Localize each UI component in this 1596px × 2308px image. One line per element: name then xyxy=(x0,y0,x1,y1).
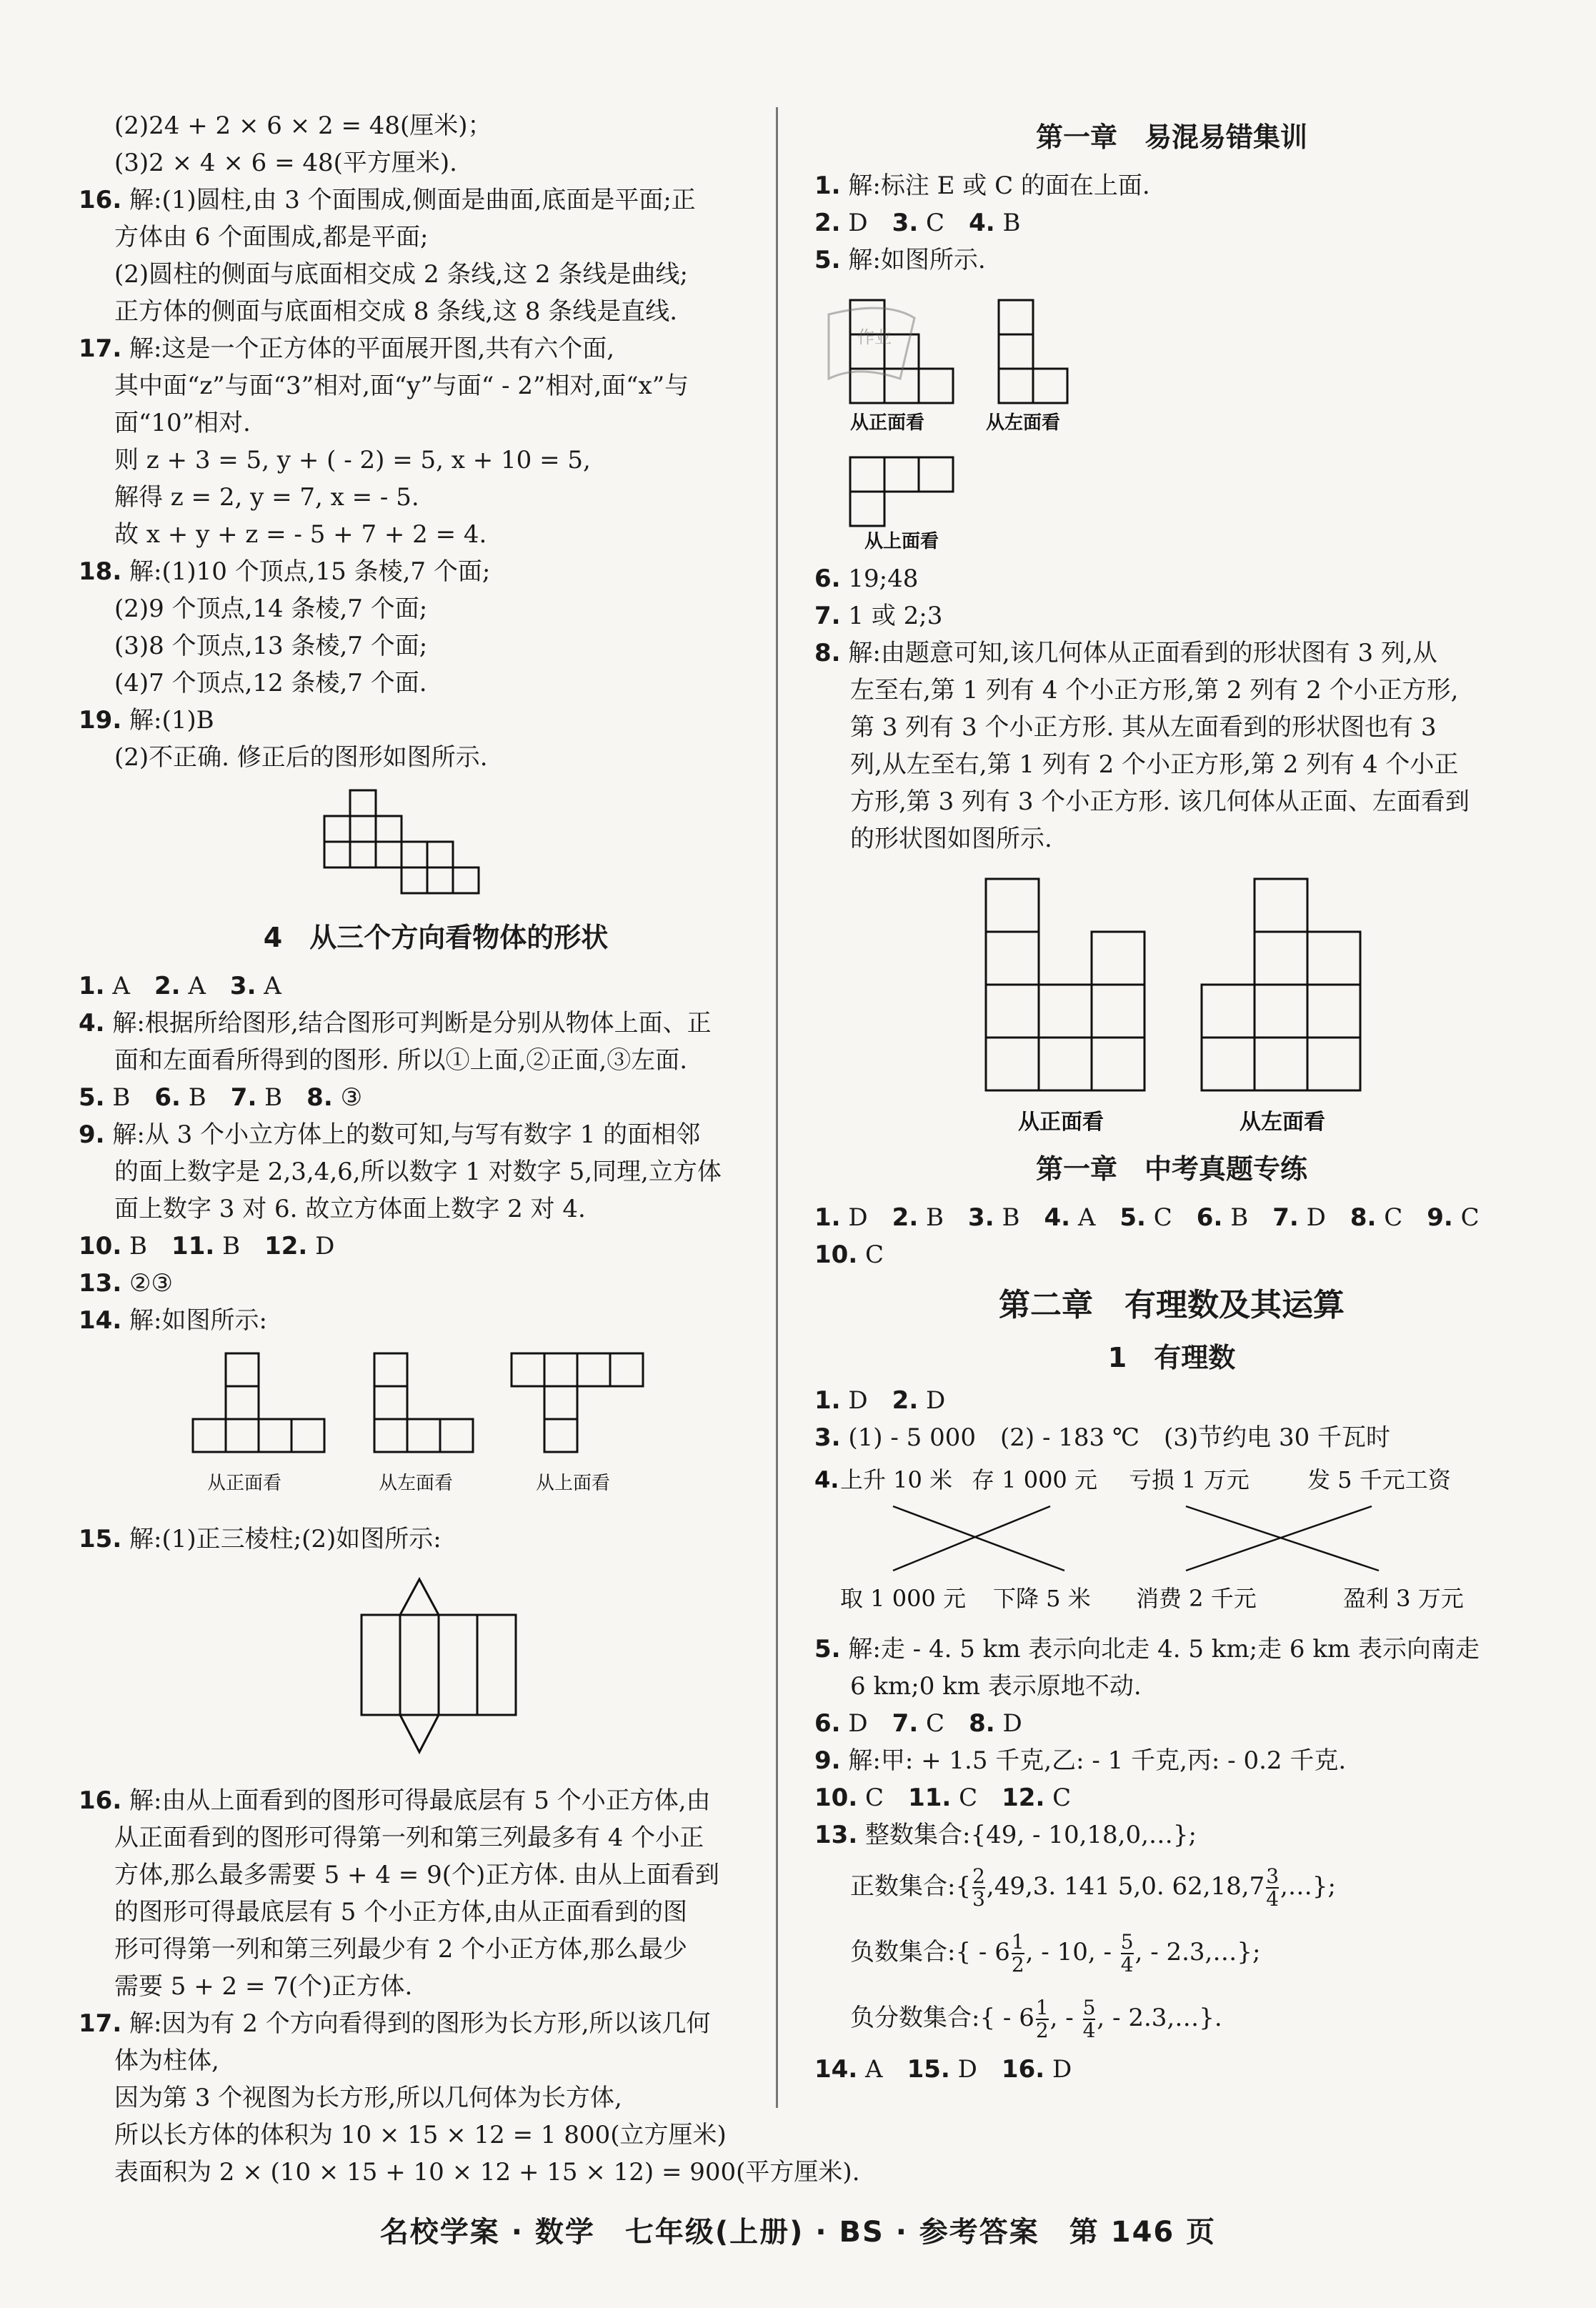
answer-text: 正方体的侧面与底面相交成 8 条线,这 8 条线是直线. xyxy=(114,297,678,326)
answer-choice: C xyxy=(926,1709,945,1738)
question-number: 9. xyxy=(1427,1203,1453,1232)
answer-text: 解:(1)圆柱,由 3 个面围成,侧面是曲面,底面是平面;正 xyxy=(129,186,696,214)
set-label: 正数集合:{ xyxy=(850,1872,972,1901)
answer-choice: D xyxy=(1052,2055,1072,2084)
question-17 xyxy=(79,330,793,553)
question-number: 7. xyxy=(1272,1203,1299,1232)
view-label: 从上面看 xyxy=(536,1473,611,1494)
question-number: 2. xyxy=(892,1203,919,1232)
answer-text: 需要 5 + 2 = 7(个)正方体. xyxy=(114,1972,413,2001)
question-9 xyxy=(79,1116,793,1228)
question-number: 5. xyxy=(814,246,841,274)
question-number: 1. xyxy=(814,1386,841,1415)
set-label: 负数集合:{ - 6 xyxy=(850,1938,1010,1966)
fraction: $\frac{5}{4}$ xyxy=(1120,1930,1134,1976)
answer-text: 故 x + y + z = - 5 + 7 + 2 = 4. xyxy=(114,520,487,549)
fraction: $\frac{2}{3}$ xyxy=(972,1864,985,1911)
question-number: 15. xyxy=(79,1525,122,1553)
answer-choice: B xyxy=(926,1203,944,1232)
answer-text: 整数集合:{49, - 10,18,0,…}; xyxy=(865,1821,1197,1849)
view-label: 从左面看 xyxy=(379,1473,454,1494)
question-number: 12. xyxy=(1002,1784,1045,1812)
fraction: $\frac{1}{2}$ xyxy=(1011,1930,1024,1976)
question-number: 1. xyxy=(814,1203,841,1232)
question-number: 18. xyxy=(79,557,122,586)
answer-choice: C xyxy=(865,1240,884,1269)
section-title: 4 从三个方向看物体的形状 xyxy=(263,922,609,953)
answer-choice: B xyxy=(222,1232,241,1260)
answer-text: 左至右,第 1 列有 4 个小正方形,第 2 列有 2 个小正方形, xyxy=(850,676,1459,705)
answer-text: 从正面看到的图形可得第一列和第三列最多有 4 个小正 xyxy=(114,1824,704,1852)
answer-text: 解:如图所示. xyxy=(848,246,986,274)
fraction: $\frac{5}{4}$ xyxy=(1082,1996,1096,2042)
answer-text: 解:根据所给图形,结合图形可判断是分别从物体上面、正 xyxy=(112,1009,712,1038)
answer-line: (3)2 × 4 × 6 = 48(平方厘米). xyxy=(114,149,457,177)
answer-text: 第 3 列有 3 个小正方形. 其从左面看到的形状图也有 3 xyxy=(850,713,1437,742)
answer-choice: ③ xyxy=(340,1083,363,1112)
answer-choice: C xyxy=(926,209,945,237)
answer-choice: C xyxy=(959,1784,978,1812)
answer-choice: C xyxy=(1460,1203,1480,1232)
answer-text: 则 z + 3 = 5, y + ( - 2) = 5, x + 10 = 5, xyxy=(114,446,591,474)
answer-choice: D xyxy=(848,209,868,237)
answer-text: 表面积为 2 × (10 × 15 + 10 × 12 + 15 × 12) = 900(平方厘米). xyxy=(114,2158,860,2187)
answer-choice: D xyxy=(1306,1203,1326,1232)
question-number: 14. xyxy=(79,1306,122,1335)
question-number: 2. xyxy=(814,209,841,237)
answer-choice: D xyxy=(848,1709,868,1738)
answer-choice: B xyxy=(1002,1203,1020,1232)
set-items: , - 2.3,…}. xyxy=(1097,2004,1222,2032)
match-item: 发 5 千元工资 xyxy=(1307,1466,1451,1493)
question-number: 2. xyxy=(892,1386,919,1415)
question-19 xyxy=(79,702,793,776)
view-label: 从左面看 xyxy=(986,412,1061,434)
answer-text: 的图形可得最底层有 5 个小正方体,由从正面看到的图 xyxy=(114,1898,688,1926)
question-number: 19. xyxy=(79,706,122,735)
answer-choice: A xyxy=(264,972,281,1000)
answer-text: 的面上数字是 2,3,4,6,所以数字 1 对数字 5,同理,立方体 xyxy=(114,1158,722,1186)
question-16 xyxy=(79,181,793,330)
question-number: 17. xyxy=(79,334,122,363)
match-item: 下降 5 米 xyxy=(993,1585,1091,1612)
answer-text: 体为柱体, xyxy=(114,2046,219,2075)
answer-choice: D xyxy=(848,1203,868,1232)
section-title: 第一章 中考真题专练 xyxy=(1035,1153,1307,1185)
question-number: 5. xyxy=(1119,1203,1146,1232)
question-number: 10. xyxy=(814,1240,858,1269)
staircase-figure xyxy=(79,783,793,905)
question-number: 6. xyxy=(814,564,841,593)
answer-text: (4)7 个顶点,12 条棱,7 个面. xyxy=(114,669,427,697)
question-4 xyxy=(79,1005,793,1079)
answer-choice: A xyxy=(188,972,206,1000)
question-number: 11. xyxy=(171,1232,215,1260)
question-number: 12. xyxy=(264,1232,308,1260)
answer-choice: B xyxy=(1002,209,1021,237)
question-number: 17. xyxy=(79,2009,122,2038)
answer-text: 解:(1)B xyxy=(129,706,214,735)
answer-text: 面“10”相对. xyxy=(114,409,251,437)
answer-text: 解得 z = 2, y = 7, x = - 5. xyxy=(114,483,419,512)
answer-choice: D xyxy=(926,1386,946,1415)
answer-text: 1 或 2;3 xyxy=(848,602,943,630)
question-number: 4. xyxy=(969,209,995,237)
view-label: 从上面看 xyxy=(864,531,939,550)
view-label: 从正面看 xyxy=(207,1473,282,1494)
question-number: 3. xyxy=(968,1203,994,1232)
answer-choice: B xyxy=(1230,1203,1249,1232)
answer-text: 形可得第一列和第三列最少有 2 个小正方体,那么最少 xyxy=(114,1935,688,1964)
question-number: 15. xyxy=(907,2055,950,2084)
answer-text: 解:甲: + 1.5 千克,乙: - 1 千克,丙: - 0.2 千克. xyxy=(848,1746,1347,1775)
question-number: 7. xyxy=(892,1709,919,1738)
set-items: , - 2.3,…}; xyxy=(1134,1938,1261,1966)
question-5b xyxy=(814,1631,1529,1705)
view-label: 从正面看 xyxy=(1018,1110,1104,1135)
question-number: 1. xyxy=(79,972,105,1000)
answer-text: 解:从 3 个小立方体上的数可知,与写有数字 1 的面相邻 xyxy=(112,1120,701,1149)
answer-choice: ②③ xyxy=(129,1269,174,1298)
answer-text: 解:(1)正三棱柱;(2)如图所示: xyxy=(129,1525,442,1553)
question-number: 1. xyxy=(814,171,841,200)
two-view-figure-8 xyxy=(814,865,1529,1136)
answer-text: 解:因为有 2 个方向看得到的图形为长方形,所以该几何 xyxy=(129,2009,711,2038)
set-items: ,…}; xyxy=(1280,1872,1336,1901)
match-item: 消费 2 千元 xyxy=(1136,1585,1257,1612)
answer-text: 解:由从上面看到的图形可得最底层有 5 个小正方体,由 xyxy=(129,1786,711,1815)
set-items: ,49,3. 141 5,0. 62,18,7 xyxy=(986,1872,1265,1901)
answer-text: (2)不正确. 修正后的图形如图所示. xyxy=(114,743,488,772)
matching-figure xyxy=(814,1463,1529,1621)
question-number: 8. xyxy=(969,1709,995,1738)
question-8 xyxy=(814,635,1529,857)
match-item: 取 1 000 元 xyxy=(840,1585,966,1612)
answer-choice: B xyxy=(188,1083,206,1112)
question-number: 3. xyxy=(814,1423,841,1452)
question-number: 16. xyxy=(79,186,122,214)
question-number: 16. xyxy=(1001,2055,1045,2084)
set-label: 负分数集合:{ - 6 xyxy=(850,2004,1034,2032)
question-number: 5. xyxy=(79,1083,105,1112)
question-18 xyxy=(79,553,793,702)
question-number: 5. xyxy=(814,1635,841,1663)
answer-text: 解:如图所示: xyxy=(129,1306,267,1335)
answer-text: 6 km;0 km 表示原地不动. xyxy=(850,1672,1142,1701)
stamp-text: 作业 xyxy=(857,327,892,347)
question-number: 7. xyxy=(814,602,841,630)
answer-text: 方体,那么最多需要 5 + 4 = 9(个)正方体. 由从上面看到 xyxy=(114,1861,719,1889)
answer-choice: A xyxy=(1077,1203,1096,1232)
question-number: 3. xyxy=(892,209,919,237)
answer-choice: D xyxy=(957,2055,977,2084)
answer-text: 解:(1)10 个顶点,15 条棱,7 个面; xyxy=(129,557,491,586)
chapter-title: 第二章 有理数及其运算 xyxy=(999,1287,1345,1323)
answer-text: 方体由 6 个面围成,都是平面; xyxy=(114,223,429,252)
answer-text: 列,从左至右,第 1 列有 2 个小正方形,第 2 列有 4 个小正 xyxy=(850,750,1459,779)
answer-text: 解:由题意可知,该几何体从正面看到的形状图有 3 列,从 xyxy=(848,639,1437,667)
question-number: 16. xyxy=(79,1786,122,1815)
section-title: 第一章 易混易错集训 xyxy=(1035,121,1307,153)
answer-choice: D xyxy=(848,1386,868,1415)
three-view-figure-14 xyxy=(79,1346,793,1511)
answer-text: 解:走 - 4. 5 km 表示向北走 4. 5 km;走 6 km 表示向南走 xyxy=(848,1635,1480,1663)
right-column xyxy=(814,107,1529,2088)
answer-line: (2)24 + 2 × 6 × 2 = 48(厘米)； xyxy=(114,111,492,140)
match-item: 存 1 000 元 xyxy=(972,1466,1097,1493)
question-number: 2. xyxy=(154,972,181,1000)
answer-choice: C xyxy=(865,1784,884,1812)
question-number: 7. xyxy=(230,1083,257,1112)
question-number: 6. xyxy=(154,1083,181,1112)
answer-text: (2)9 个顶点,14 条棱,7 个面; xyxy=(114,595,428,623)
answer-text: 19;48 xyxy=(848,564,919,593)
set-items: , - xyxy=(1049,2004,1082,2032)
question-number: 6. xyxy=(814,1709,841,1738)
question-number: 4. xyxy=(79,1009,105,1038)
section-title: 1 有理数 xyxy=(1107,1342,1236,1373)
answer-text: 因为第 3 个视图为长方形,所以几何体为长方体, xyxy=(114,2084,622,2112)
view-label: 从左面看 xyxy=(1240,1110,1325,1135)
answer-text: 其中面“z”与面“3”相对,面“y”与面“ - 2”相对,面“x”与 xyxy=(114,372,689,400)
question-number: 10. xyxy=(814,1784,858,1812)
question-number: 11. xyxy=(908,1784,952,1812)
question-number: 4. xyxy=(814,1466,839,1493)
view-label: 从正面看 xyxy=(850,412,925,434)
match-item: 亏损 1 万元 xyxy=(1129,1466,1250,1493)
question-number: 8. xyxy=(1350,1203,1377,1232)
answer-choice: A xyxy=(112,972,130,1000)
question-13 xyxy=(814,1816,1529,2051)
question-16b xyxy=(79,1782,793,2005)
answer-choice: B xyxy=(264,1083,283,1112)
answer-choice: C xyxy=(1153,1203,1172,1232)
set-items: , - 10, - xyxy=(1025,1938,1119,1966)
answer-text: 所以长方体的体积为 10 × 15 × 12 = 1 800(立方厘米) xyxy=(114,2121,727,2149)
answer-choice: B xyxy=(112,1083,131,1112)
left-column xyxy=(79,107,860,2191)
answer-choice: A xyxy=(865,2055,883,2084)
fraction: $\frac{1}{2}$ xyxy=(1035,1996,1049,2042)
answer-choice: C xyxy=(1052,1784,1072,1812)
question-number: 8. xyxy=(306,1083,333,1112)
answer-text: (3)8 个顶点,13 条棱,7 个面; xyxy=(114,632,428,660)
answer-choice: D xyxy=(1002,1709,1022,1738)
answer-text: 面和左面看所得到的图形. 所以①上面,②正面,③左面. xyxy=(114,1046,688,1075)
fraction: $\frac{3}{4}$ xyxy=(1266,1864,1280,1911)
answer-text: (2)圆柱的侧面与底面相交成 2 条线,这 2 条线是曲线; xyxy=(114,260,688,289)
question-number: 13. xyxy=(814,1821,858,1849)
question-number: 9. xyxy=(79,1120,105,1149)
question-number: 4. xyxy=(1044,1203,1071,1232)
question-number: 6. xyxy=(1196,1203,1223,1232)
question-number: 8. xyxy=(814,639,841,667)
page-footer: 名校学案 · 数学 七年级(上册) · BS · 参考答案 第 146 页 xyxy=(379,2216,1217,2249)
answer-text: (1) - 5 000 (2) - 183 ℃ (3)节约电 30 千瓦时 xyxy=(848,1423,1391,1452)
question-number: 9. xyxy=(814,1746,841,1775)
three-view-figure-5 xyxy=(814,286,1529,550)
match-item: 上升 10 米 xyxy=(840,1466,953,1493)
answer-choice: D xyxy=(315,1232,335,1260)
question-number: 13. xyxy=(79,1269,122,1298)
question-number: 14. xyxy=(814,2055,858,2084)
answer-text: 解:标注 E 或 C 的面在上面. xyxy=(848,171,1150,200)
question-number: 3. xyxy=(229,972,256,1000)
answer-choice: C xyxy=(1384,1203,1403,1232)
answer-text: 解:这是一个正方体的平面展开图,共有六个面, xyxy=(129,334,615,363)
answer-choice: B xyxy=(129,1232,148,1260)
match-item: 盈利 3 万元 xyxy=(1343,1585,1464,1612)
prism-net-figure xyxy=(79,1565,793,1772)
question-number: 10. xyxy=(79,1232,122,1260)
answer-text: 方形,第 3 列有 3 个小正方形. 该几何体从正面、左面看到 xyxy=(850,787,1470,816)
answer-text: 面上数字 3 对 6. 故立方体面上数字 2 对 4. xyxy=(114,1195,586,1223)
answer-text: 的形状图如图所示. xyxy=(850,825,1052,853)
